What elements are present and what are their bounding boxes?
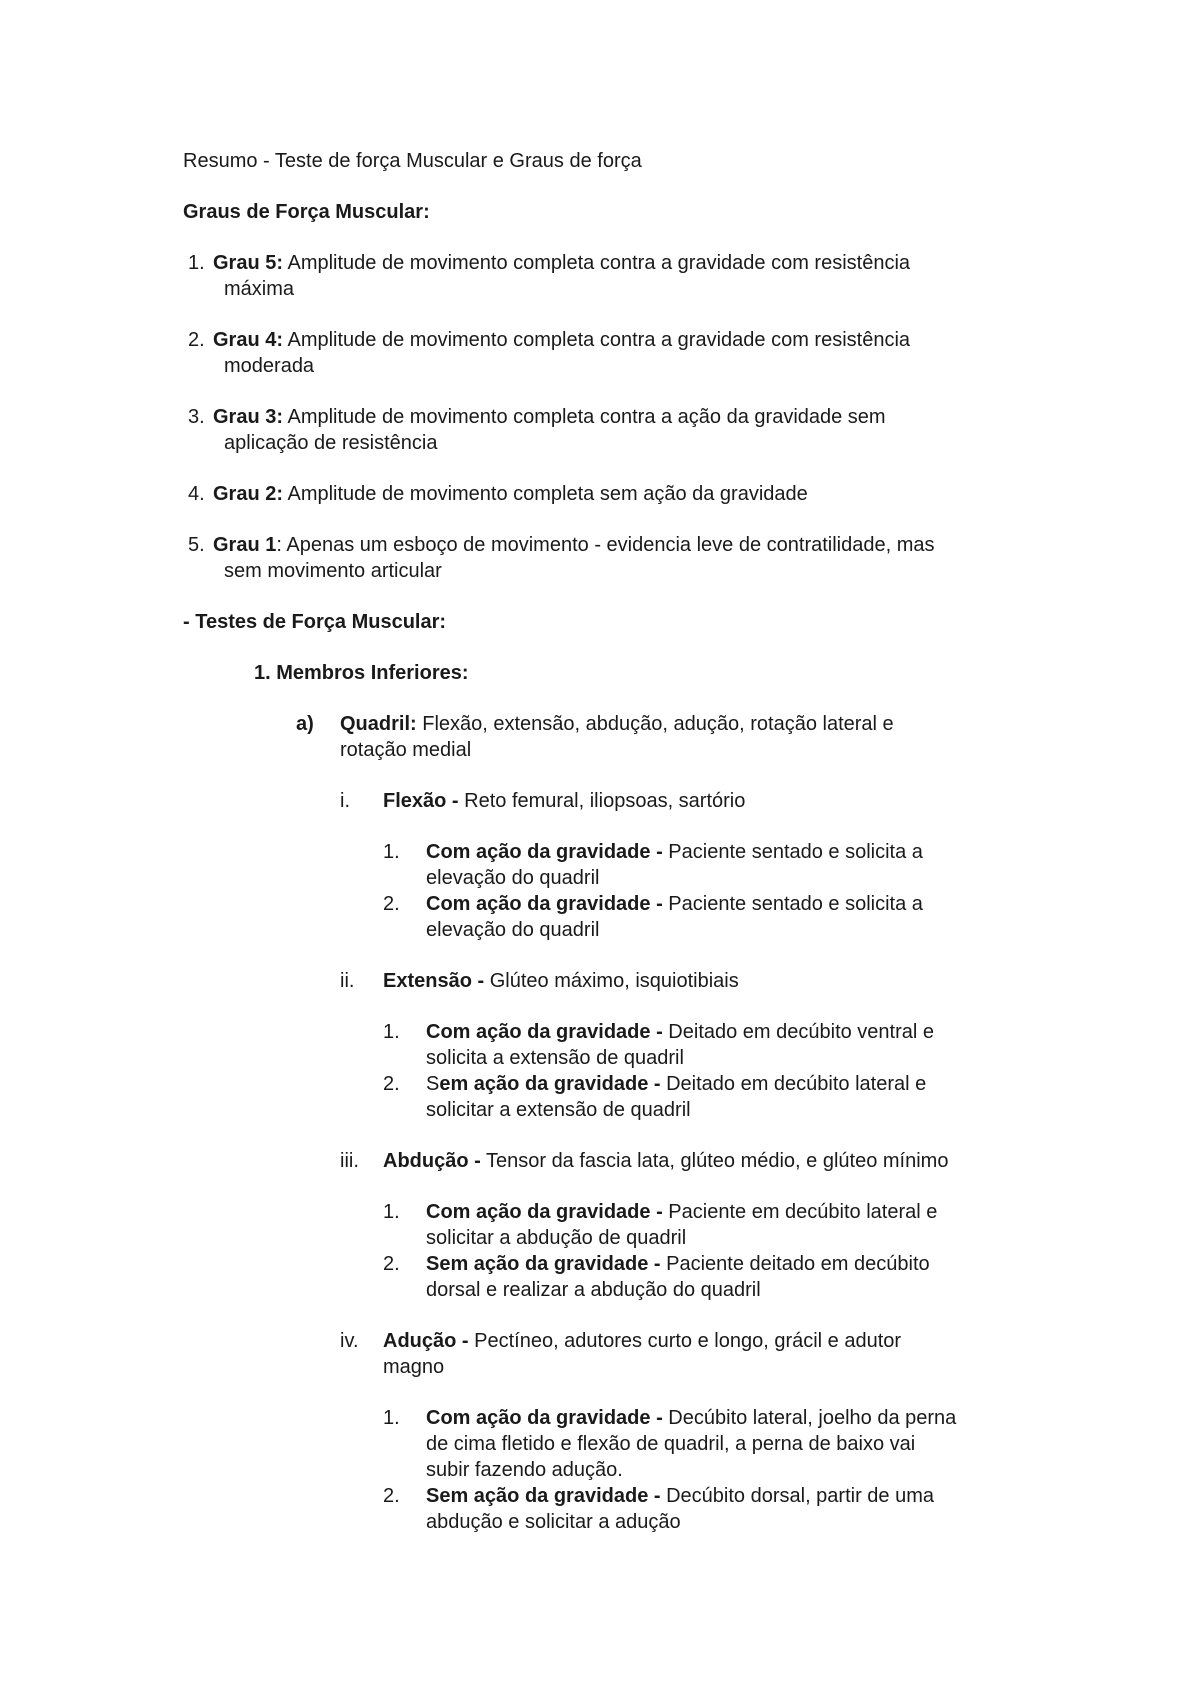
abducao-sub-1-label: Com ação da gravidade - [426, 1201, 663, 1223]
aducao-sub-2-text: Decúbito dorsal, partir de uma [660, 1485, 935, 1507]
extensao-sub-1 [426, 1019, 934, 1045]
flexao-line [383, 788, 745, 814]
flexao-sub-1 [426, 839, 923, 865]
abducao-sub-2 [426, 1251, 930, 1277]
extensao-sub-2-cont: solicitar a extensão de quadril [426, 1099, 691, 1121]
abducao-num: iii. [340, 1150, 359, 1172]
quadril-num: a) [296, 713, 314, 735]
abducao-label: Abdução - [383, 1150, 481, 1172]
extensao-num: ii. [340, 970, 355, 992]
aducao-sub-1-num: 1. [383, 1407, 400, 1429]
extensao-sub-1-label: Com ação da gravidade - [426, 1021, 663, 1043]
graus-item-2-label: Grau 4: [213, 329, 284, 351]
extensao-label: Extensão - [383, 970, 485, 992]
flexao-sub-1-cont: elevação do quadril [426, 867, 600, 889]
extensao-line [383, 968, 739, 994]
aducao-sub-1-cont2: subir fazendo adução. [426, 1459, 623, 1481]
aducao-num: iv. [340, 1330, 359, 1352]
flexao-sub-2 [426, 891, 923, 917]
abducao-sub-2-num: 2. [383, 1253, 400, 1275]
extensao-sub-1-num: 1. [383, 1021, 400, 1043]
graus-item-5-label: Grau 1 [213, 534, 277, 556]
aducao-label: Adução - [383, 1330, 469, 1352]
extensao-sub-1-cont: solicita a extensão de quadril [426, 1047, 684, 1069]
flexao-sub-2-cont: elevação do quadril [426, 919, 600, 941]
abducao-sub-2-label: Sem ação da gravidade - [426, 1253, 661, 1275]
graus-item-4 [213, 481, 808, 507]
aducao-sub-1-label: Com ação da gravidade - [426, 1407, 663, 1429]
graus-item-2-num: 2. [188, 329, 205, 351]
flexao-sub-2-num: 2. [383, 893, 400, 915]
flexao-sub-1-label: Com ação da gravidade - [426, 841, 663, 863]
aducao-sub-1 [426, 1405, 956, 1431]
graus-item-5-text: : Apenas um esboço de movimento - evidencia leve de contratilidade, mas [276, 534, 935, 556]
flexao-num: i. [340, 790, 350, 812]
flexao-sub-2-text: Paciente sentado e solicita a [662, 893, 923, 915]
graus-item-1-label: Grau 5: [213, 252, 284, 274]
abducao-sub-1-text: Paciente em decúbito lateral e [662, 1201, 938, 1223]
aducao-sub-2-label: Sem ação da gravidade - [426, 1485, 661, 1507]
quadril-text: Flexão, extensão, abdução, adução, rotação lateral e [416, 713, 894, 735]
abducao-sub-2-cont: dorsal e realizar a abdução do quadril [426, 1279, 761, 1301]
testes-heading: - Testes de Força Muscular: [183, 611, 447, 633]
flexao-text: Reto femural, iliopsoas, sartório [458, 790, 746, 812]
graus-item-3-cont: aplicação de resistência [224, 432, 438, 454]
extensao-text: Glúteo máximo, isquiotibiais [484, 970, 739, 992]
graus-heading: Graus de Força Muscular: [183, 201, 430, 223]
graus-item-3-num: 3. [188, 406, 205, 428]
graus-item-4-text: Amplitude de movimento completa sem ação da gravidade [283, 483, 808, 505]
abducao-sub-1-num: 1. [383, 1201, 400, 1223]
extensao-sub-2-pre: S [426, 1073, 440, 1095]
graus-item-2-text: Amplitude de movimento completa contra a gravidade com resistência [283, 329, 911, 351]
abducao-line [383, 1148, 948, 1174]
graus-item-5 [213, 532, 935, 558]
flexao-sub-2-label: Com ação da gravidade - [426, 893, 663, 915]
quadril-cont: rotação medial [340, 739, 472, 761]
flexao-sub-1-num: 1. [383, 841, 400, 863]
graus-item-5-cont: sem movimento articular [224, 560, 442, 582]
extensao-sub-2-text: Deitado em decúbito lateral e [660, 1073, 927, 1095]
membros-inferiores-heading: 1. Membros Inferiores: [254, 662, 469, 684]
graus-item-4-num: 4. [188, 483, 205, 505]
flexao-label: Flexão - [383, 790, 459, 812]
graus-item-5-num: 5. [188, 534, 205, 556]
extensao-sub-1-text: Deitado em decúbito ventral e [662, 1021, 935, 1043]
abducao-sub-1-cont: solicitar a abdução de quadril [426, 1227, 687, 1249]
abducao-sub-2-text: Paciente deitado em decúbito [660, 1253, 930, 1275]
document-title: Resumo - Teste de força Muscular e Graus de força [183, 150, 642, 172]
graus-item-2-cont: moderada [224, 355, 315, 377]
extensao-sub-2-label: em ação da gravidade - [439, 1073, 661, 1095]
aducao-line [383, 1328, 901, 1354]
abducao-sub-1 [426, 1199, 937, 1225]
aducao-sub-2-cont: abdução e solicitar a adução [426, 1511, 681, 1533]
graus-item-3 [213, 404, 886, 430]
graus-item-3-text: Amplitude de movimento completa contra a ação da gravidade sem [283, 406, 886, 428]
aducao-sub-1-cont: de cima fletido e flexão de quadril, a perna de baixo vai [426, 1433, 916, 1455]
graus-item-4-label: Grau 2: [213, 483, 284, 505]
aducao-sub-1-text: Decúbito lateral, joelho da perna [662, 1407, 957, 1429]
graus-item-1-text: Amplitude de movimento completa contra a gravidade com resistência [283, 252, 911, 274]
aducao-cont: magno [383, 1356, 445, 1378]
graus-item-2 [213, 327, 910, 353]
flexao-sub-1-text: Paciente sentado e solicita a [662, 841, 923, 863]
graus-item-3-label: Grau 3: [213, 406, 284, 428]
abducao-text: Tensor da fascia lata, glúteo médio, e glúteo mínimo [480, 1150, 949, 1172]
quadril-line [340, 711, 894, 737]
aducao-text: Pectíneo, adutores curto e longo, grácil e adutor [468, 1330, 902, 1352]
graus-item-1 [213, 250, 910, 276]
extensao-sub-2-num: 2. [383, 1073, 400, 1095]
quadril-label: Quadril: [340, 713, 417, 735]
graus-item-1-num: 1. [188, 252, 205, 274]
aducao-sub-2 [426, 1483, 934, 1509]
extensao-sub-2 [426, 1071, 926, 1097]
graus-item-1-cont: máxima [224, 278, 295, 300]
aducao-sub-2-num: 2. [383, 1485, 400, 1507]
